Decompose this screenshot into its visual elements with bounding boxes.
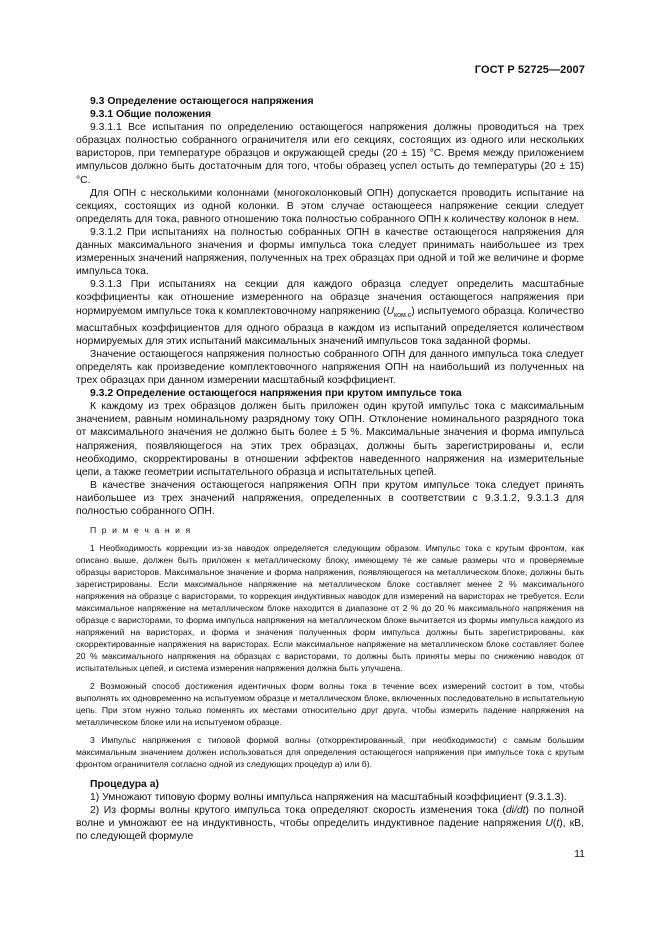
paragraph-residual-value: Значение остающегося напряжения полностью собранного ОПН для данного импульса тока следует определять как произведение комплектовочного напряжения ОПН на наибольший из полученных на трех образцах при данном измерении масштабный коэффициент.: [76, 348, 584, 387]
didt-symbol: di/dt: [505, 805, 526, 817]
subsection-heading-9-3-2: 9.3.2 Определение остающегося напряжения при крутом импульсе тока: [90, 388, 462, 400]
notes-heading: П р и м е ч а н и я: [90, 525, 192, 536]
procedure-a: [76, 778, 584, 843]
paragraph-multicolumn: Для ОПН с несколькими колоннами (многоколонковый ОПН) допускается проводить испытание на секциях, состоящих из одной колонки. В этом случае остающееся напряжение секции следует определять для тока, равного отношению тока полностью собранного ОПН к количеству колонок в нем.: [76, 187, 584, 225]
section-heading-9-3: 9.3 Определение остающегося напряжения: [90, 96, 314, 107]
paragraph-9-3-1-3-part-b: ) испытуемого образца. Количество масштабных коэффициентов для одного образца в каждом из испытаний определяется количеством нормируемых для этих испытаний максимальных значений импульсов тока заданной формы.: [76, 305, 584, 347]
notes-block: [76, 524, 584, 770]
note-1: 1 Необходимость коррекции из-за наводок определяется следующим образом. Импульс тока с крутым фронтом, как описано выше, должен быть приложен к металлическому блоку, имеющему те же самые размеры что и проверяемые образцы варисторов. Максимальное значение и форма напряжения, появляющегося на металлическом блоке, должны быть зарегистрированы. Если максимальное напряжение на металлическом блоке составляет менее 2 % максимального напряжения на образце с варисторами, то коррекция индуктивных наводок для измерений на варисторах не требуется. Если максимальное напряжение на металлическом блоке находится в диапазоне от 2 % до 20 % максимального напряжения на образце с варисторами, то форма импульса напряжения на металлическом блоке вычитается из формы импульса каждого из напряжений на варисторах, и форма и значения полученных форм импульса должны быть зарегистрированы, как скорректированные напряжения на варисторах. Если максимальное напряжение на металлическом блоке составляет более 20 % максимального напряжения на образцах с варисторами, то должны быть приняты меры по снижению наводок от испытательных цепей, и система измерения напряжения должна быть улучшена.: [76, 543, 584, 674]
page-number: 11: [574, 848, 585, 860]
paragraph-9-3-1-2: 9.3.1.2 При испытаниях на полностью собранных ОПН в качестве остающегося напряжения для данных максимального значения и формы импульса тока следует принимать наибольшее из трех измеренных значений напряжения, полученных на трех образцах при одной и той же величине и форме импульса тока.: [76, 226, 584, 278]
step-2-part-a: 2) Из формы волны крутого импульса тока определяют скорость изменения тока (: [90, 805, 506, 817]
paragraph-9-3-1-3: [76, 278, 584, 348]
step-2-part-b: ) по полной волне и умножают ее на индуктивность, чтобы определить индуктивное падение напряжения: [76, 805, 584, 830]
note-3: 3 Импульс напряжения с типовой формой волны (откорректированный, при необходимости) с самым большим максимальным значением должен использоваться для определения остающегося напряжения при импульсе тока с крутым фронтом ограничителя согласно одной из следующих процедур а) или б).: [76, 735, 584, 770]
paragraph-9-3-2-b: В качестве значения остающегося напряжения ОПН при крутом импульсе тока следует принять наибольшее из трех значений напряжения, определенных в соответствии с 9.3.1.2, 9.3.1.3 для полностью собранного ОПН.: [76, 479, 584, 517]
procedure-step-2: [76, 804, 584, 843]
paragraph-9-3-2-a: К каждому из трех образцов должен быть приложен один крутой импульс тока с максимальным значением, равным номинальному разрядному току ОПН. Отклонение номинального разрядного тока от максимального значения не должно быть более ± 5 %. Максимальные значения и форма импульса напряжения, появляющегося на этих трех образцах, должны быть зарегистрированы и, если необходимо, скорректированы в отношении эффектов наведенного напряжения на измерительные цепи, а также геометрии испытательного образца и испытательных цепей.: [76, 401, 584, 478]
subsection-heading-9-3-1: 9.3.1 Общие положения: [90, 109, 212, 121]
voltage-symbol: U: [386, 305, 394, 317]
t-symbol: t: [556, 818, 560, 830]
u-symbol: U: [545, 818, 553, 830]
note-2: 2 Возможный способ достижения идентичных форм волны тока в течение всех измерений состоит в том, чтобы выполнять их одновременно на испытуемом образце и металлическом блоке, включенных последовательно в испытательную цепь. При этом нужно только поменять их местами относительно друг друга, чтобы измерить падение напряжения на металлическом блоке или на испытуемом образце.: [76, 681, 584, 728]
step-2-paren-open: (: [552, 818, 557, 830]
main-text: [76, 95, 584, 844]
standard-id: ГОСТ Р 52725—2007: [474, 64, 585, 76]
procedure-heading: Процедура а): [90, 779, 159, 791]
paragraph-9-3-1-1: 9.3.1.1 Все испытания по определению остающегося напряжения должны проводиться на трех образцах полностью собранного ограничителя или его секциях, состоящих из одного или нескольких варисторов, при температуре образцов и окружающей среды (20 ± 15) °С. Время между приложением импульсов должно быть достаточным для того, чтобы образец успел остыть до температуры (20 ± 15) °С.: [76, 122, 584, 186]
voltage-subscript: ком.с: [393, 311, 412, 319]
paragraph-9-3-1-3-part-a: 9.3.1.3 При испытаниях на секции для каждого образца следует определить масштабные коэффициенты как отношение измеренного на образце значения остающегося напряжения при нормируемом импульсе тока к комплектовочному напряжению (: [76, 279, 584, 317]
step-2-part-d: ), кВ, по следующей формуле: [76, 818, 584, 843]
procedure-step-1: 1) Умножают типовую форму волны импульса напряжения на масштабный коэффициент (9.3.1.3).: [90, 792, 567, 804]
